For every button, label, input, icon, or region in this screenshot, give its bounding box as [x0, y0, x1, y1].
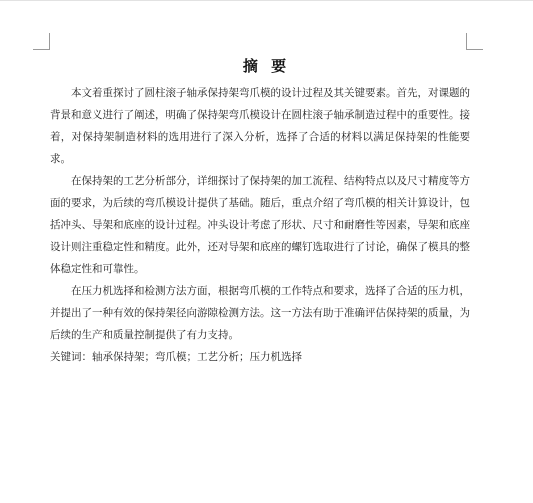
abstract-paragraph-2: 在保持架的工艺分析部分，详细探讨了保持架的加工流程、结构特点以及尺寸精度等方面的要求，为后续的弯爪模设计提供了基础。随后，重点介绍了弯爪模的相关计算设计，包括冲头、导架和底座的设计过程。冲头设计考虑了形状、尺寸和耐磨性等因素，导架和底座设计则注重稳定性和精度。此外，还对导架和底座的螺钉选取进行了讨论，确保了模具的整体稳定性和可靠性。: [50, 175, 470, 275]
abstract-paragraph-1: 本文着重探讨了圆柱滚子轴承保持架弯爪模的设计过程及其关键要素。首先，对课题的背景和意义进行了阐述，明确了保持架弯爪模设计在圆柱滚子轴承制造过程中的重要性。接着，对保持架制造材料的选用进行了深入分析，选择了合适的材料以满足保持架的性能要求。: [50, 87, 470, 165]
margin-corner-mark-top-left: [33, 33, 50, 50]
margin-corner-mark-top-right: [466, 33, 483, 50]
abstract-paragraph-3: 在压力机选择和检测方法方面，根据弯爪模的工作特点和要求，选择了合适的压力机，并提出了一种有效的保持架径向游隙检测方法。这一方法有助于准确评估保持架的质量，为后续的生产和质量控制提供了有力支持。: [50, 285, 470, 341]
keywords-line: 关键词：轴承保持架；弯爪模；工艺分析；压力机选择: [50, 351, 302, 363]
abstract-body: [50, 82, 470, 346]
abstract-title: 摘 要: [242, 57, 291, 75]
